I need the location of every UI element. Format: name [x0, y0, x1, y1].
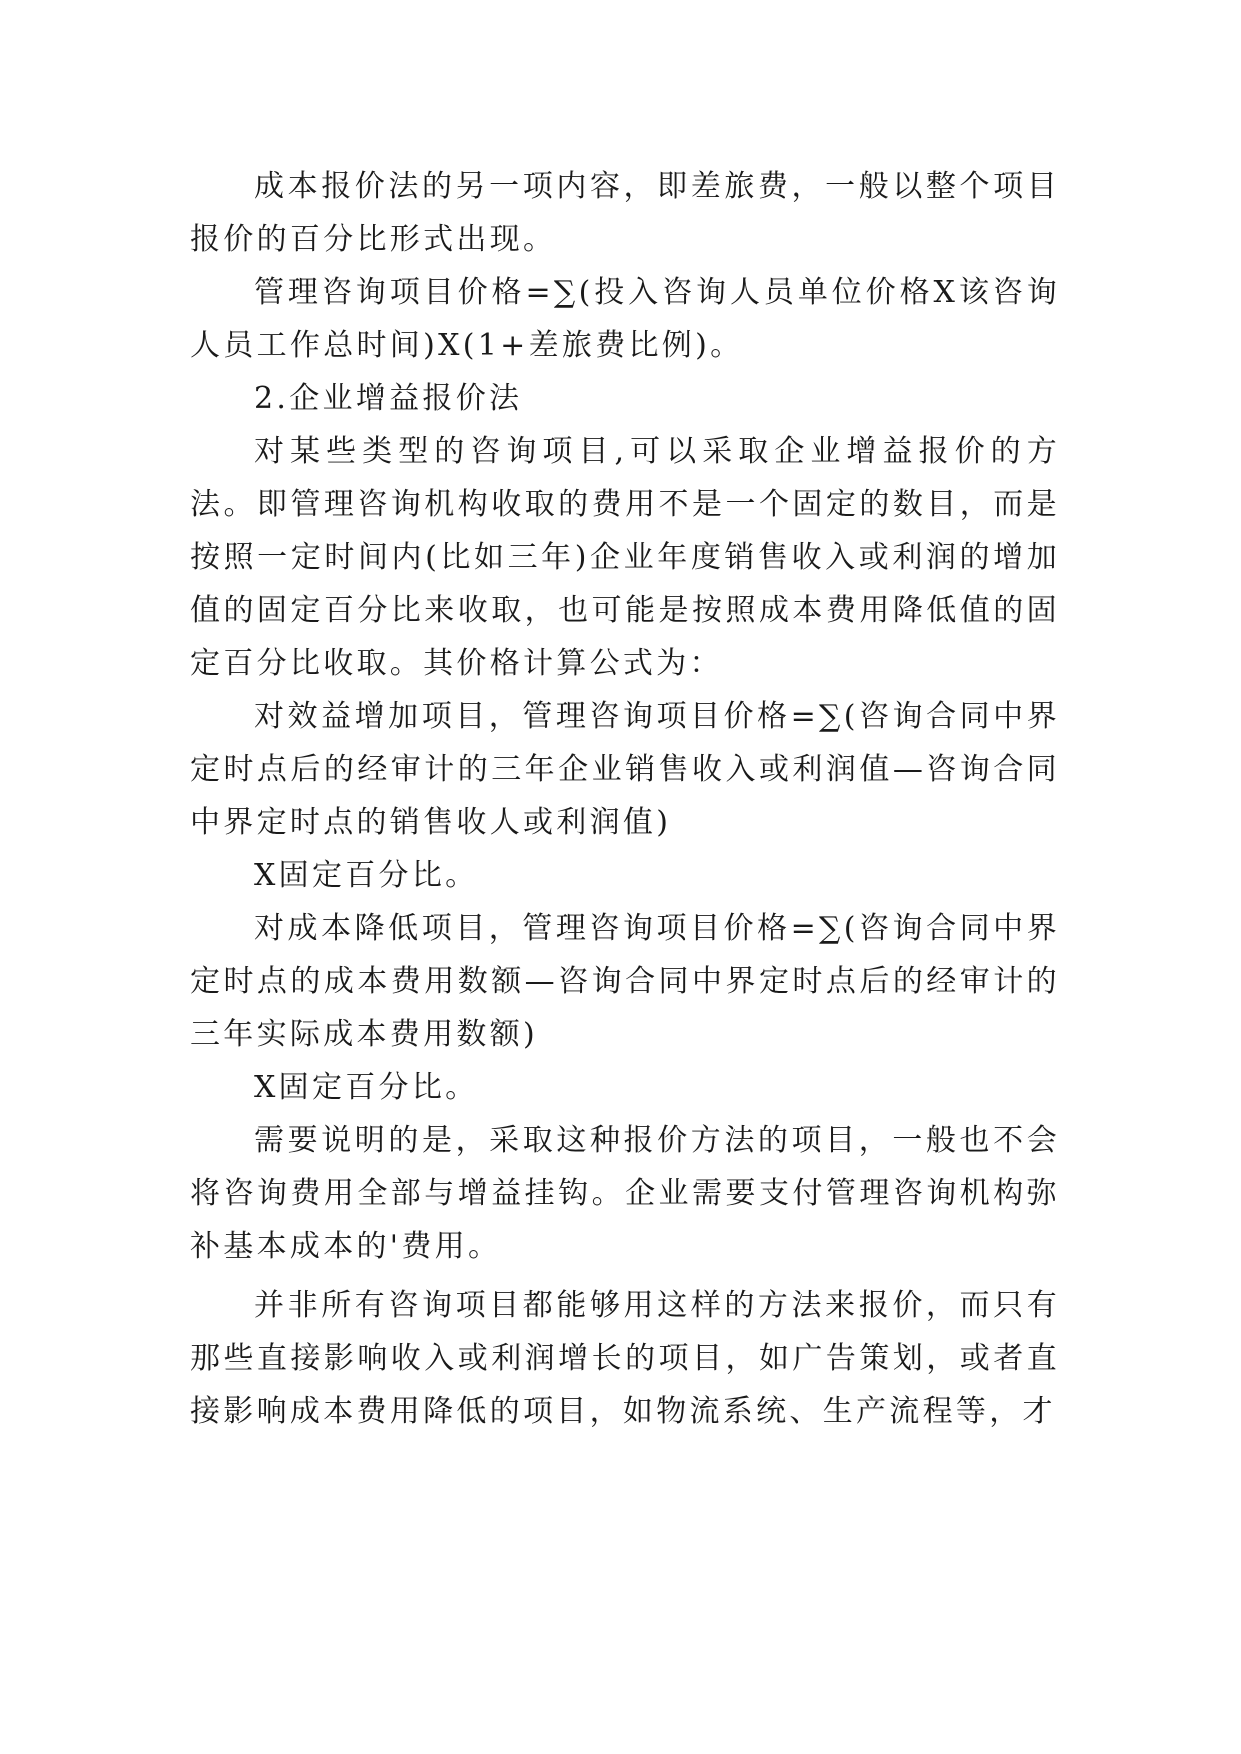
paragraph-cost-reduction-formula: 对成本降低项目，管理咨询项目价格=∑(咨询合同中界定时点的成本费用数额—咨询合同中界定时点后的经审计的三年实际成本费用数额)	[190, 911, 1060, 1052]
section-heading-gain-pricing: 2.企业增益报价法	[254, 381, 523, 416]
paragraph-fixed-percent-2: X固定百分比。	[254, 1070, 479, 1105]
paragraph-fixed-percent-1: X固定百分比。	[254, 858, 479, 893]
paragraph-travel-expense: 成本报价法的另一项内容，即差旅费，一般以整个项目报价的百分比形式出现。	[190, 169, 1060, 257]
paragraph-benefit-formula: 对效益增加项目，管理咨询项目价格=∑(咨询合同中界定时点后的经审计的三年企业销售收入或利润值—咨询合同中界定时点的销售收人或利润值)	[190, 699, 1060, 840]
paragraph-note: 需要说明的是，采取这种报价方法的项目，一般也不会将咨询费用全部与增益挂钩。企业需要支付管理咨询机构弥补基本成本的'费用。	[190, 1123, 1060, 1264]
paragraph-applicability: 并非所有咨询项目都能够用这样的方法来报价，而只有那些直接影响收入或利润增长的项目，如广告策划，或者直接影响成本费用降低的项目，如物流系统、生产流程等，才	[190, 1288, 1060, 1429]
document-page	[190, 160, 1060, 1438]
paragraph-gain-method: 对某些类型的咨询项目,可以采取企业增益报价的方法。即管理咨询机构收取的费用不是一个固定的数目，而是按照一定时间内(比如三年)企业年度销售收入或利润的增加值的固定百分比来收取，也可能是按照成本费用降低值的固定百分比收取。其价格计算公式为：	[190, 434, 1060, 681]
paragraph-cost-formula: 管理咨询项目价格=∑(投入咨询人员单位价格X该咨询人员工作总时间)X(1+差旅费比例)。	[190, 275, 1060, 363]
